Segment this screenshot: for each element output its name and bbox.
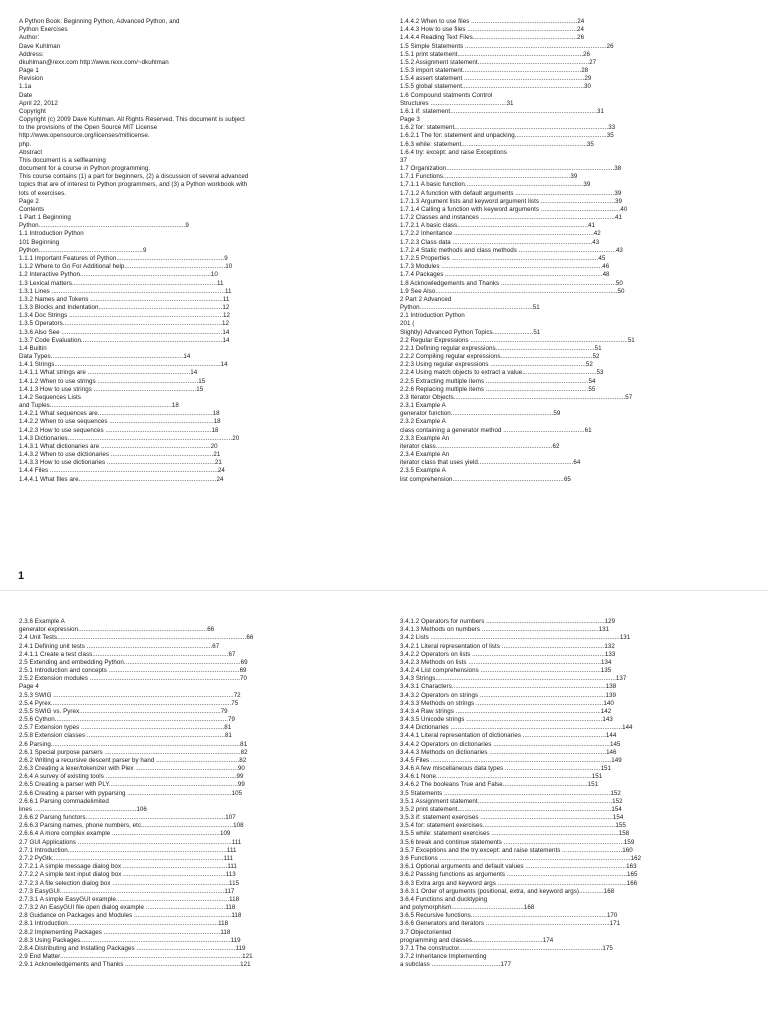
- toc-line: 2.6.6.1 Parsing commadelimited: [19, 797, 109, 805]
- toc-line: 1.4.2 Sequences Lists: [19, 393, 81, 401]
- toc-line: 2.5.1 Introduction and concepts ..........................................................................69: [19, 667, 247, 675]
- toc-line: 1.1.2 Where to Go For Additional help.........................................................10: [19, 263, 233, 271]
- toc-line: 3.4.2.4 List comprehensions ....................................................................135: [400, 667, 612, 675]
- toc-line: 3.6.3 Extra args and keyword args .........................................................................166: [400, 879, 638, 887]
- toc-line: 3.5.3 if: statement exercises ...........................................................................154: [400, 814, 624, 822]
- toc-line: php.: [19, 140, 32, 148]
- toc-line: Page 2: [19, 197, 39, 205]
- toc-line: Page 3: [400, 116, 420, 124]
- toc-line: 1.9 See Also.......................................................................................................50: [400, 287, 625, 295]
- toc-line: 2.6.4 A survey of existing tools ..........................................................................99: [19, 773, 244, 781]
- toc-line: 2.7.3 EasyGUI.............................................................................................117: [19, 887, 235, 895]
- toc-line: Revision: [19, 75, 44, 83]
- toc-line: 1.5.4 assert statement ....................................................................29: [400, 75, 592, 83]
- toc-line: 1.4.4.4 Reading Text Files...........................................................26: [400, 34, 585, 42]
- toc-line: This course contains (1) a part for beginners, (2) a discussion of several advanced: [19, 173, 249, 181]
- toc-line: 3.4.4.3 Methods on dictionaries ..................................................................146: [400, 748, 617, 756]
- toc-line: 1.4.3.1 What dictionaries are ..............................................................20: [19, 442, 218, 450]
- toc-line: 1.4.4 Files ...............................................................................................24: [19, 467, 225, 475]
- toc-line: 3.4.6.1 None........................................................................................151: [400, 773, 603, 781]
- toc-line: 1.5.2 Assignment statement...............................................................27: [400, 58, 597, 66]
- toc-line: 1.4.2.1 What sequences are.................................................................18: [19, 410, 220, 418]
- toc-line: 1.8 Acknowledgements and Thanks .................................................................50: [400, 279, 623, 287]
- toc-line: to the provisions of the Open Source MIT License: [19, 124, 158, 132]
- page-1-right-column: [400, 0, 668, 484]
- toc-line: document for a course in Python programming.: [19, 165, 151, 173]
- toc-line: 1.5.1 print statement.......................................................................26: [400, 50, 591, 58]
- toc-line: 3.5.1 Assignment statement............................................................................152: [400, 797, 623, 805]
- toc-line: 1.6.4 try: except: and raise Exceptions: [400, 148, 507, 156]
- toc-line: iterator class..................................................................62: [400, 442, 560, 450]
- toc-line: 1.4.1 Strings..............................................................................................14: [19, 361, 228, 369]
- toc-line: 3.5.2 print statement.......................................................................................154: [400, 805, 622, 813]
- toc-line: 1.3.2 Names and Tokens ...........................................................................11: [19, 295, 230, 303]
- toc-line: 3.4.6 A few miscellaneous data types ......................................................151: [400, 765, 612, 773]
- toc-line: Address:: [19, 50, 44, 58]
- toc-line: 3.6.1 Optional arguments and default values .........................................................163: [400, 863, 637, 871]
- toc-line: Copyright: [19, 107, 46, 115]
- document-page-2: [0, 590, 768, 1025]
- toc-line: 3.6.6 Generators and iterators ......................................................................171: [400, 920, 621, 928]
- toc-line: 1.7.1.1 A basic function...................................................................39: [400, 181, 591, 189]
- toc-line: 1.3.7 Code Evaluation................................................................................14: [19, 336, 230, 344]
- toc-line: 2.5.5 SWIG vs. Pyrex................................................................................79: [19, 707, 228, 715]
- toc-line: 3.4.2.3 Methods on lists ...........................................................................134: [400, 658, 612, 666]
- toc-line: 2.7.2 PyGtk.................................................................................................111: [19, 854, 234, 862]
- toc-line: lines ..........................................................106: [19, 805, 147, 813]
- toc-line: 1.3.6 Also See ...........................................................................................14: [19, 328, 230, 336]
- toc-line: 1.3.5 Operators..........................................................................................12: [19, 320, 229, 328]
- toc-line: 3.6.2 Passing functions as arguments ....................................................................165: [400, 871, 638, 879]
- toc-line: 1.7.1 Functions........................................................................39: [400, 173, 578, 181]
- toc-line: 2.4.1 Defining unit tests .......................................................................67: [19, 642, 220, 650]
- page-2-left-column: [19, 591, 289, 969]
- toc-line: lots of exercises.: [19, 189, 66, 197]
- toc-line: 1.7.3 Modules ...........................................................................................46: [400, 263, 610, 271]
- toc-line: 3.6.5 Recursive functions.............................................................................170: [400, 912, 618, 920]
- toc-line: 2.7.3.2 An EasyGUI file open dialog example .............................................118: [19, 904, 236, 912]
- toc-line: 3.5.7 Exceptions and the try:except: and raise statements ..................................160: [400, 846, 633, 854]
- toc-line: 3.7 Objectoriented: [400, 928, 452, 936]
- toc-line: list comprehension...............................................................65: [400, 475, 571, 483]
- toc-line: 2.6.6 Creating a parser with pyparsing ...........................................................105: [19, 789, 243, 797]
- toc-line: Data Types...........................................................................14: [19, 353, 191, 361]
- toc-line: 2.1 Introduction Python: [400, 312, 465, 320]
- toc-line: 1.7.1.3 Argument lists and keyword argument lists ..........................................39: [400, 197, 623, 205]
- toc-line: 2.3.5 Example A: [400, 467, 446, 475]
- toc-line: Contents: [19, 205, 45, 213]
- toc-line: Abstract: [19, 148, 43, 156]
- toc-line: generator expression.........................................................................66: [19, 626, 215, 634]
- toc-line: 2.2.1 Defining regular expressions........................................................51: [400, 344, 602, 352]
- toc-line: iterator class that uses yield......................................................64: [400, 459, 581, 467]
- toc-line: Slightly) Advanced Python Topics.......................51: [400, 328, 541, 336]
- toc-line: 2.8 Guidance on Packages and Modules .......................................................118: [19, 912, 242, 920]
- toc-line: Python...................................................................................9: [19, 222, 189, 230]
- toc-line: 1.6 Compound statments Control: [400, 91, 493, 99]
- toc-line: 2.7 GUI Applications .......................................................................................111: [19, 838, 242, 846]
- toc-line: 1.4.4.1 What files are..............................................................................24: [19, 475, 224, 483]
- toc-line: 2.5 Extending and embedding Python..................................................................69: [19, 658, 248, 666]
- toc-line: 2.8.1 Introduction.....................................................................................118: [19, 920, 229, 928]
- toc-line: Python Exercises: [19, 26, 68, 34]
- toc-line: 2.3.3 Example An: [400, 434, 450, 442]
- toc-line: 3.4.3.1 Characters.......................................................................................138: [400, 683, 617, 691]
- toc-line: 2.9.1 Acknowledgements and Thanks .................................................................121: [19, 961, 251, 969]
- toc-line: 1.7 Organization...............................................................................................38: [400, 165, 622, 173]
- toc-line: 2.7.1 Introduction..........................................................................................111: [19, 846, 237, 854]
- toc-line: 1.7.2.5 Properties ...................................................................................45: [400, 254, 606, 262]
- toc-line: 3.5.4 for: statement exercises...........................................................................155: [400, 822, 626, 830]
- toc-line: a subclass .......................................177: [400, 961, 511, 969]
- toc-line: 3.7.1 The constructor.................................................................................175: [400, 944, 613, 952]
- toc-line: 2.6.2 Writing a recursive descent parser by hand ...............................................82: [19, 756, 247, 764]
- toc-line: 3.4.3.5 Unicode strings .............................................................................143: [400, 716, 613, 724]
- toc-line: 2.7.2.3 A file selection dialog box ..................................................................115: [19, 879, 240, 887]
- toc-line: 201 (: [400, 320, 415, 328]
- toc-line: 1.4.1.3 How to use strings ..........................................................15: [19, 385, 204, 393]
- toc-line: 1.6.1 if: statement...................................................................................31: [400, 107, 604, 115]
- toc-line: 2.5.6 Cython..................................................................................................79: [19, 716, 236, 724]
- toc-line: 2.4.1.1 Create a test class.............................................................................67: [19, 650, 236, 658]
- toc-line: 3.6.4 Functions and ducktyping: [400, 895, 488, 903]
- toc-line: 3.4.4.1 Literal representation of dictionaries ...............................................144: [400, 732, 617, 740]
- toc-line: 1.4.1.1 What strings are ..........................................................14: [19, 369, 198, 377]
- toc-line: 1.4.2.3 How to use sequences ............................................................18: [19, 426, 219, 434]
- toc-line: 2.5.4 Pyrex......................................................................................................75: [19, 699, 239, 707]
- toc-line: 2.7.2.2 A simple text input dialog box ..........................................................113: [19, 871, 236, 879]
- toc-line: Author:: [19, 34, 40, 42]
- toc-line: 1.1 Introduction Python: [19, 230, 84, 238]
- toc-line: 3.4.2 Lists ...........................................................................................................131: [400, 634, 631, 642]
- toc-line: Date: [19, 91, 33, 99]
- toc-line: Page 1: [19, 67, 39, 75]
- toc-line: 1.3.1 Lines ..................................................................................................11: [19, 287, 232, 295]
- toc-line: http://www.opensource.org/licenses/mitlicense.: [19, 132, 150, 140]
- toc-line: 2.3.6 Example A: [19, 618, 65, 625]
- toc-line: 2.6.5 Creating a parser with PLY.........................................................................99: [19, 781, 245, 789]
- toc-line: 1.2 Interactive Python..........................................................................10: [19, 271, 218, 279]
- toc-line: 2.6.6.4 A more complex example .............................................................109: [19, 830, 231, 838]
- toc-line: programming and classes........................................174: [400, 936, 554, 944]
- toc-line: 2.4 Unit Tests...........................................................................................................66: [19, 634, 254, 642]
- toc-line: 1.3 Lexical matters..................................................................................11: [19, 279, 224, 287]
- toc-line: 1.4.3 Dictionaries.............................................................................................20: [19, 434, 240, 442]
- toc-line: 2.8.4 Distributing and Installing Packages ........................................................119: [19, 944, 246, 952]
- toc-line: 2.3.2 Example A: [400, 418, 446, 426]
- toc-line: 2.8.2 Implementing Packages ..................................................................118: [19, 928, 231, 936]
- toc-line: 3.4.6.2 The booleans True and False................................................151: [400, 781, 599, 789]
- toc-line: 1.3.3 Blocks and Indentation......................................................................12: [19, 304, 230, 312]
- toc-line: 3.7.2 Inheritance Implementing: [400, 953, 487, 961]
- toc-line: and Tuples.....................................................................18: [19, 402, 179, 410]
- toc-line: 1.4.4.2 When to use files ............................................................24: [400, 18, 585, 25]
- toc-line: 1.7.2.1 A basic class..........................................................................41: [400, 222, 596, 230]
- toc-line: 1.6.2 for: statement.......................................................................................33: [400, 124, 616, 132]
- toc-line: 101 Beginning: [19, 238, 60, 246]
- toc-line: 3.4.1.3 Methods on numbers ..................................................................131: [400, 626, 610, 634]
- toc-line: 1.4.1.2 When to use strings .........................................................15: [19, 377, 206, 385]
- toc-line: Page 4: [19, 683, 39, 691]
- toc-line: 1.7.1.2 A function with default arguments ........................................................39: [400, 189, 622, 197]
- toc-line: 3.4.2.2 Operators on lists ...........................................................................133: [400, 650, 616, 658]
- toc-line: 2.5.7 Extension types .................................................................................81: [19, 724, 232, 732]
- toc-line: 2.7.2.1 A simple message dialog box ...........................................................111: [19, 863, 237, 871]
- toc-line: 3.5.6 break and continue statements ....................................................................159: [400, 838, 635, 846]
- toc-line: 1.7.1.4 Calling a function with keyword arguments .............................................40: [400, 205, 628, 213]
- toc-line: 1.4.2.2 When to use sequences ...........................................................18: [19, 418, 221, 426]
- toc-line: 2.6 Parsing...........................................................................................................81: [19, 740, 248, 748]
- toc-line: 1.4.3.2 When to use dictionaries ..........................................................21: [19, 451, 221, 459]
- toc-line: 2.3.1 Example A: [400, 402, 446, 410]
- toc-line: 2.3.4 Example An: [400, 451, 450, 459]
- toc-line: 2.2.6 Replacing multiple items ..........................................................55: [400, 385, 596, 393]
- toc-line: 2 Part 2 Advanced: [400, 295, 452, 303]
- toc-line: 2.3 Iterator Objects.................................................................................................57: [400, 393, 633, 401]
- toc-line: 2.6.6.2 Parsing functors...............................................................................107: [19, 814, 236, 822]
- toc-line: Copyright (c) 2009 Dave Kuhlman. All Rights Reserved. This document is subject: [19, 116, 245, 124]
- toc-line: 2.7.3.1 A simple EasyGUI example................................................................118: [19, 895, 240, 903]
- toc-line: 2.2.3 Using regular expressions ......................................................52: [400, 361, 593, 369]
- toc-line: 2.2.4 Using match objects to extract a value..........................................53: [400, 369, 604, 377]
- toc-line: 1.4.3.3 How to use dictionaries .............................................................21: [19, 459, 222, 467]
- toc-line: 3.6.3.1 Order of arguments (positional, extra, and keyword args)..............168: [400, 887, 615, 895]
- toc-line: 3.4.4 Dictionaries .................................................................................................144: [400, 724, 633, 732]
- toc-line: Structures ...........................................31: [400, 99, 514, 107]
- toc-line: 1.7.2 Classes and instances ............................................................................41: [400, 214, 622, 222]
- toc-line: This document is a selflearning: [19, 156, 106, 164]
- toc-line: Dave Kuhlman: [19, 42, 61, 50]
- toc-line: 1.6.2.1 The for: statement and unpacking....................................................35: [400, 132, 614, 140]
- toc-line: 1.7.4 Packages .........................................................................................48: [400, 271, 610, 279]
- page-1-left-column: [19, 0, 289, 484]
- toc-line: 37: [400, 156, 407, 164]
- toc-line: 3.4.4.2 Operators on dictionaries ..................................................................145: [400, 740, 621, 748]
- toc-line: class containing a generator method ..............................................61: [400, 426, 592, 434]
- toc-line: 2.6.1 Special purpose parsers .............................................................................82: [19, 748, 248, 756]
- toc-line: 3.4.3.3 Methods on strings ........................................................................140: [400, 699, 614, 707]
- toc-line: 3.4.3 Strings......................................................................................................137: [400, 675, 627, 683]
- toc-line: Python...........................................................9: [19, 246, 147, 254]
- toc-line: 1.1.1 Important Features of Python.............................................................9: [19, 254, 228, 262]
- toc-line: 2.9 End Matter.......................................................................................................121: [19, 953, 253, 961]
- toc-line: 3.5.5 while: statement exercises ........................................................................158: [400, 830, 630, 838]
- toc-line: 1.5 Simple Statements ................................................................................26: [400, 42, 614, 50]
- toc-line: 3.4.2.1 Literal representation of lists ..........................................................132: [400, 642, 615, 650]
- toc-line: 1.7.2.3 Class data ...............................................................................43: [400, 238, 600, 246]
- toc-line: 1.5.3 import statement...................................................................28: [400, 67, 589, 75]
- toc-line: 2.2.5 Extracting multiple items ..........................................................54: [400, 377, 596, 385]
- toc-line: 2.8.3 Using Packages.....................................................................................119: [19, 936, 241, 944]
- toc-line: April 22, 2012: [19, 99, 58, 107]
- page-number: 1: [18, 570, 25, 582]
- toc-line: 2.5.8 Extension classes ..............................................................................81: [19, 732, 232, 740]
- toc-line: dkuhlman@rexx.com http://www.rexx.com/~dkuhlman: [19, 58, 169, 66]
- toc-line: 1.6.3 while: statement.......................................................................35: [400, 140, 594, 148]
- page-2-right-column: [400, 591, 668, 969]
- toc-line: 1.4 Builtin: [19, 344, 47, 352]
- toc-line: 2.2 Regular Expressions .........................................................................................51: [400, 336, 635, 344]
- toc-line: generator function..........................................................59: [400, 410, 561, 418]
- toc-line: 3.4.5 Files ......................................................................................................149: [400, 756, 622, 764]
- toc-line: 1.7.2.4 Static methods and class methods .......................................................43: [400, 246, 623, 254]
- toc-line: 1 Part 1 Beginning: [19, 214, 71, 222]
- toc-line: and polymorphism.........................................168: [400, 904, 535, 912]
- toc-line: 1.5.5 global statement.....................................................................30: [400, 83, 592, 91]
- toc-line: 3.4.1.2 Operators for numbers ...................................................................129: [400, 618, 616, 625]
- toc-line: 1.7.2.2 Inheritance ...............................................................................42: [400, 230, 601, 238]
- toc-line: topics that are of interest to Python programmers, and (3) a Python workbook with: [19, 181, 248, 189]
- toc-line: 3.6 Functions ............................................................................................................162: [400, 854, 642, 862]
- toc-line: 3.5 Statements ..............................................................................................152: [400, 789, 621, 797]
- toc-line: 1.4.4.3 How to use files ..............................................................24: [400, 26, 584, 34]
- toc-line: Python................................................................51: [400, 304, 540, 312]
- toc-line: 3.4.3.2 Operators on strings .......................................................................139: [400, 691, 616, 699]
- toc-line: 2.6.3 Creating a lexer/tokenizer with Plex ..........................................................90: [19, 765, 245, 773]
- toc-line: 3.4.3.4 Raw strings ..................................................................................142: [400, 707, 612, 715]
- toc-line: A Python Book: Beginning Python, Advanced Python, and: [19, 18, 180, 25]
- toc-line: 2.5.2 Extension modules .....................................................................................70: [19, 675, 248, 683]
- toc-line: 2.5.3 SWIG ......................................................................................................72: [19, 691, 241, 699]
- toc-line: 1.1a: [19, 83, 32, 91]
- toc-line: 1.3.4 Doc Strings .......................................................................................12: [19, 312, 230, 320]
- toc-line: 2.6.6.3 Parsing names, phone numbers, etc....................................................108: [19, 822, 244, 830]
- toc-line: 2.2.2 Compiling regular expressions....................................................52: [400, 353, 600, 361]
